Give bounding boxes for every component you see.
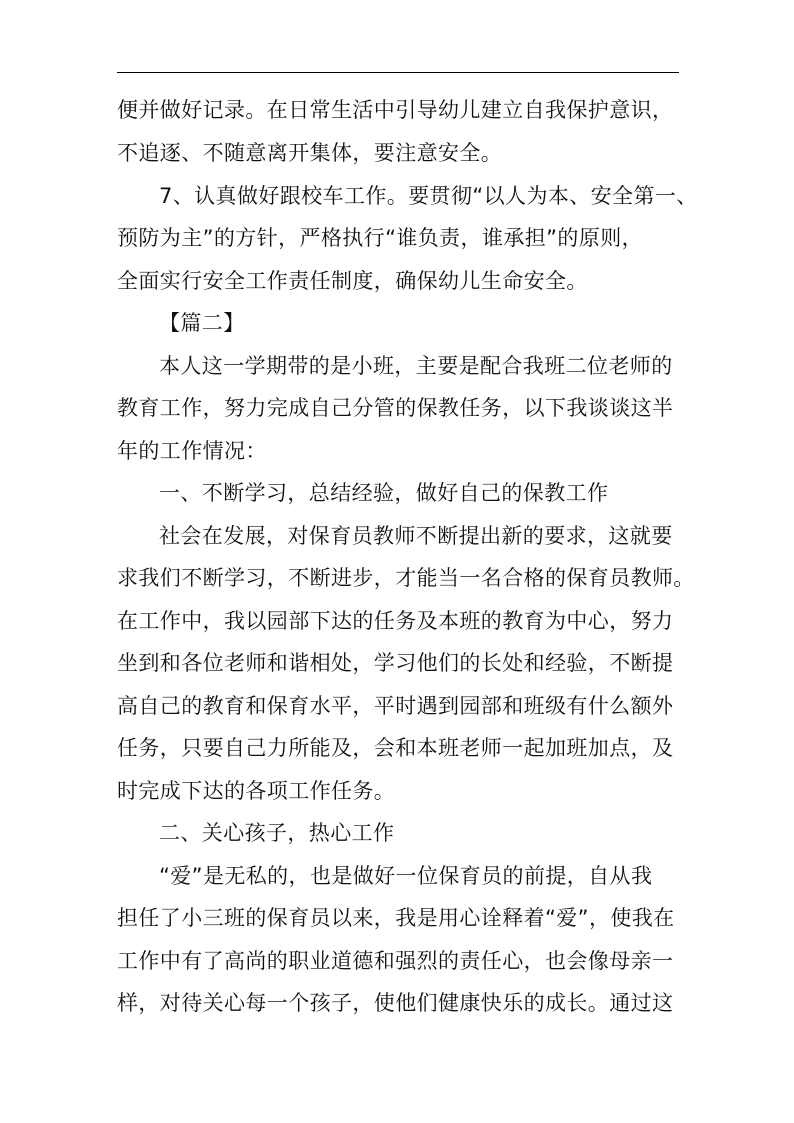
text-line: 便并做好记录。在日常生活中引导幼儿建立自我保护意识， [117, 98, 674, 122]
subheading: 一、不断学习，总结经验，做好自己的保教工作 [159, 481, 609, 505]
text-line: 预防为主”的方针，严格执行“谁负责，谁承担”的原则， [117, 226, 644, 250]
header-rule [117, 72, 679, 73]
section-heading: 【篇二】 [159, 311, 245, 335]
text-line: 教育工作，努力完成自己分管的保教任务，以下我谈谈这半 [117, 396, 674, 420]
text-line: 求我们不断学习，不断进步，才能当一名合格的保育员教师。 [117, 566, 695, 590]
text-line: 社会在发展，对保育员教师不断提出新的要求，这就要 [159, 524, 673, 548]
text-line: 7、认真做好跟校车工作。要贯彻“以人为本、安全第一、 [159, 184, 698, 208]
text-line: “爱”是无私的，也是做好一位保育员的前提，自从我 [159, 864, 653, 888]
text-line: 年的工作情况： [117, 439, 267, 463]
text-line: 高自己的教育和保育水平，平时遇到园部和班级有什么额外 [117, 694, 674, 718]
text-line: 任务，只要自己力所能及，会和本班老师一起加班加点，及 [117, 736, 674, 760]
text-line: 在工作中，我以园部下达的任务及本班的教育为中心，努力 [117, 609, 674, 633]
subheading: 二、关心孩子，热心工作 [159, 821, 395, 845]
text-line: 本人这一学期带的是小班，主要是配合我班二位老师的 [159, 354, 673, 378]
text-line: 全面实行安全工作责任制度，确保幼儿生命安全。 [117, 269, 588, 293]
text-line: 不追逐、不随意离开集体，要注意安全。 [117, 141, 503, 165]
text-line: 担任了小三班的保育员以来，我是用心诠释着“爱”，使我在 [117, 906, 675, 930]
text-line: 时完成下达的各项工作任务。 [117, 779, 396, 803]
text-line: 工作中有了高尚的职业道德和强烈的责任心，也会像母亲一 [117, 949, 674, 973]
text-line: 坐到和各位老师和谐相处，学习他们的长处和经验，不断提 [117, 651, 674, 675]
text-line: 样，对待关心每一个孩子，使他们健康快乐的成长。通过这 [117, 991, 674, 1015]
